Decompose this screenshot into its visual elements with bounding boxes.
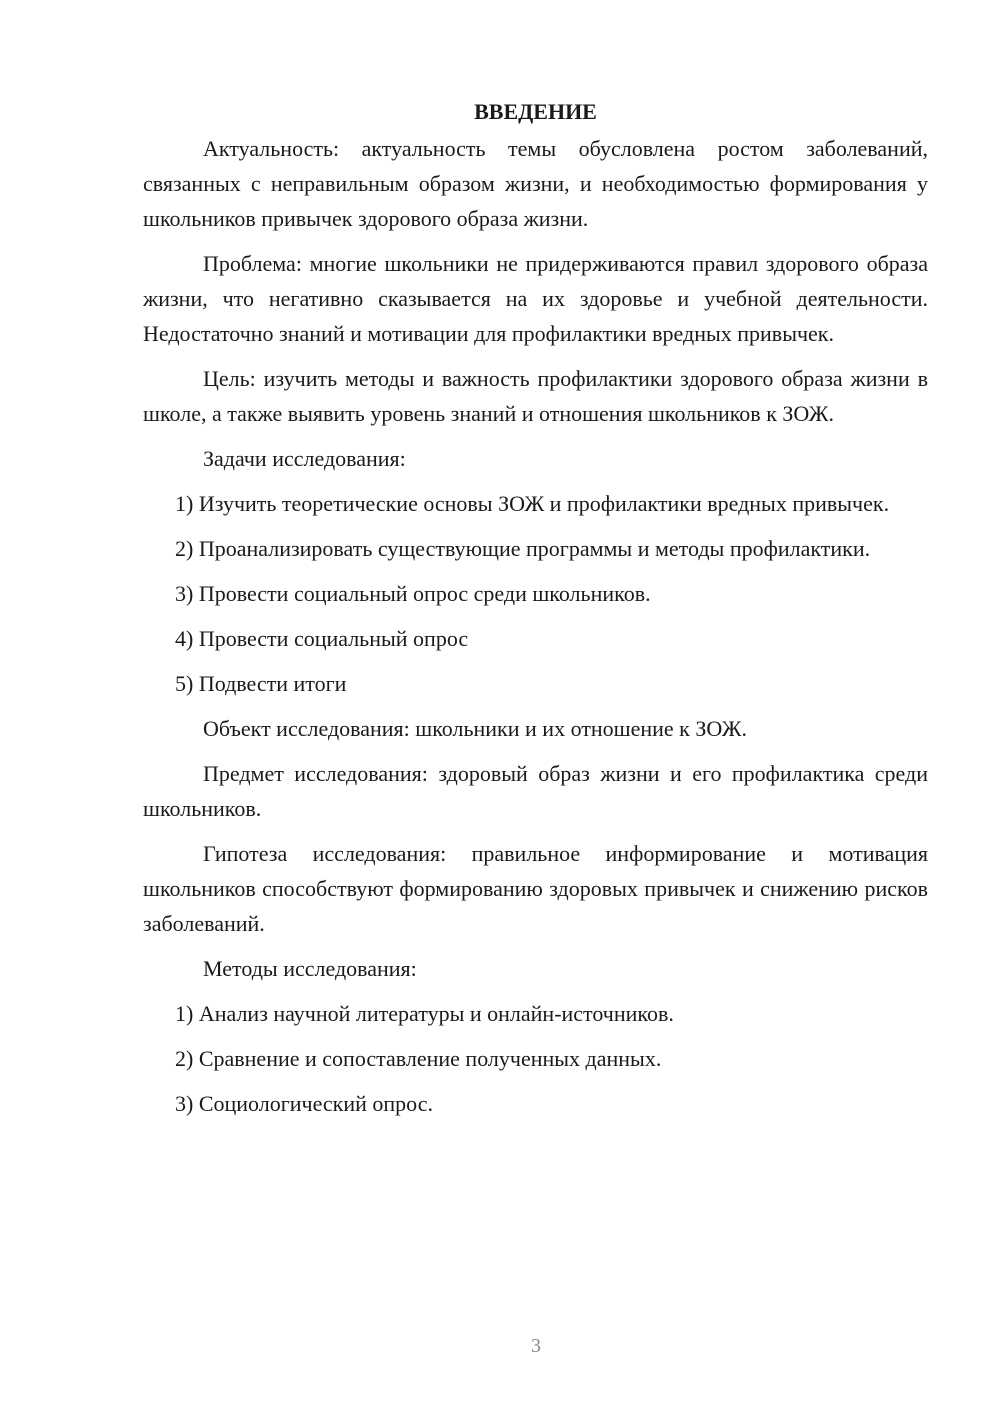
page-number: 3 xyxy=(531,1335,541,1357)
paragraph-tasks-heading: Задачи исследования: xyxy=(203,446,406,471)
task-item: 1) Изучить теоретические основы ЗОЖ и профилактики вредных привычек. xyxy=(175,491,890,516)
method-item: 3) Социологический опрос. xyxy=(175,1091,433,1116)
page-content xyxy=(143,94,928,1131)
page-title: ВВЕДЕНИЕ xyxy=(474,99,597,124)
task-item: 4) Провести социальный опрос xyxy=(175,626,469,651)
paragraph-goal: Цель: изучить методы и важность профилактики здорового образа жизни в школе, а также выявить уровень знаний и отношения школьников к ЗОЖ. xyxy=(143,366,928,426)
task-item: 2) Проанализировать существующие программы и методы профилактики. xyxy=(175,536,871,561)
paragraph-object: Объект исследования: школьники и их отношение к ЗОЖ. xyxy=(203,716,747,741)
task-item: 3) Провести социальный опрос среди школьников. xyxy=(175,581,651,606)
paragraph-problem: Проблема: многие школьники не придерживаются правил здорового образа жизни, что негативно сказывается на их здоровье и учебной деятельности. Недостаточно знаний и мотивации для профилактики вредных привычек. xyxy=(143,251,928,346)
method-item: 1) Анализ научной литературы и онлайн-источников. xyxy=(175,1001,674,1026)
method-item: 2) Сравнение и сопоставление полученных данных. xyxy=(175,1046,662,1071)
paragraph-relevance: Актуальность: актуальность темы обусловлена ростом заболеваний, связанных с неправильным образом жизни, и необходимостью формирования у школьников привычек здорового образа жизни. xyxy=(143,136,928,231)
task-item: 5) Подвести итоги xyxy=(175,671,347,696)
paragraph-methods-heading: Методы исследования: xyxy=(203,956,417,981)
paragraph-hypothesis: Гипотеза исследования: правильное информирование и мотивация школьников способствуют формированию здоровых привычек и снижению рисков заболеваний. xyxy=(143,841,928,936)
paragraph-subject: Предмет исследования: здоровый образ жизни и его профилактика среди школьников. xyxy=(143,761,928,821)
